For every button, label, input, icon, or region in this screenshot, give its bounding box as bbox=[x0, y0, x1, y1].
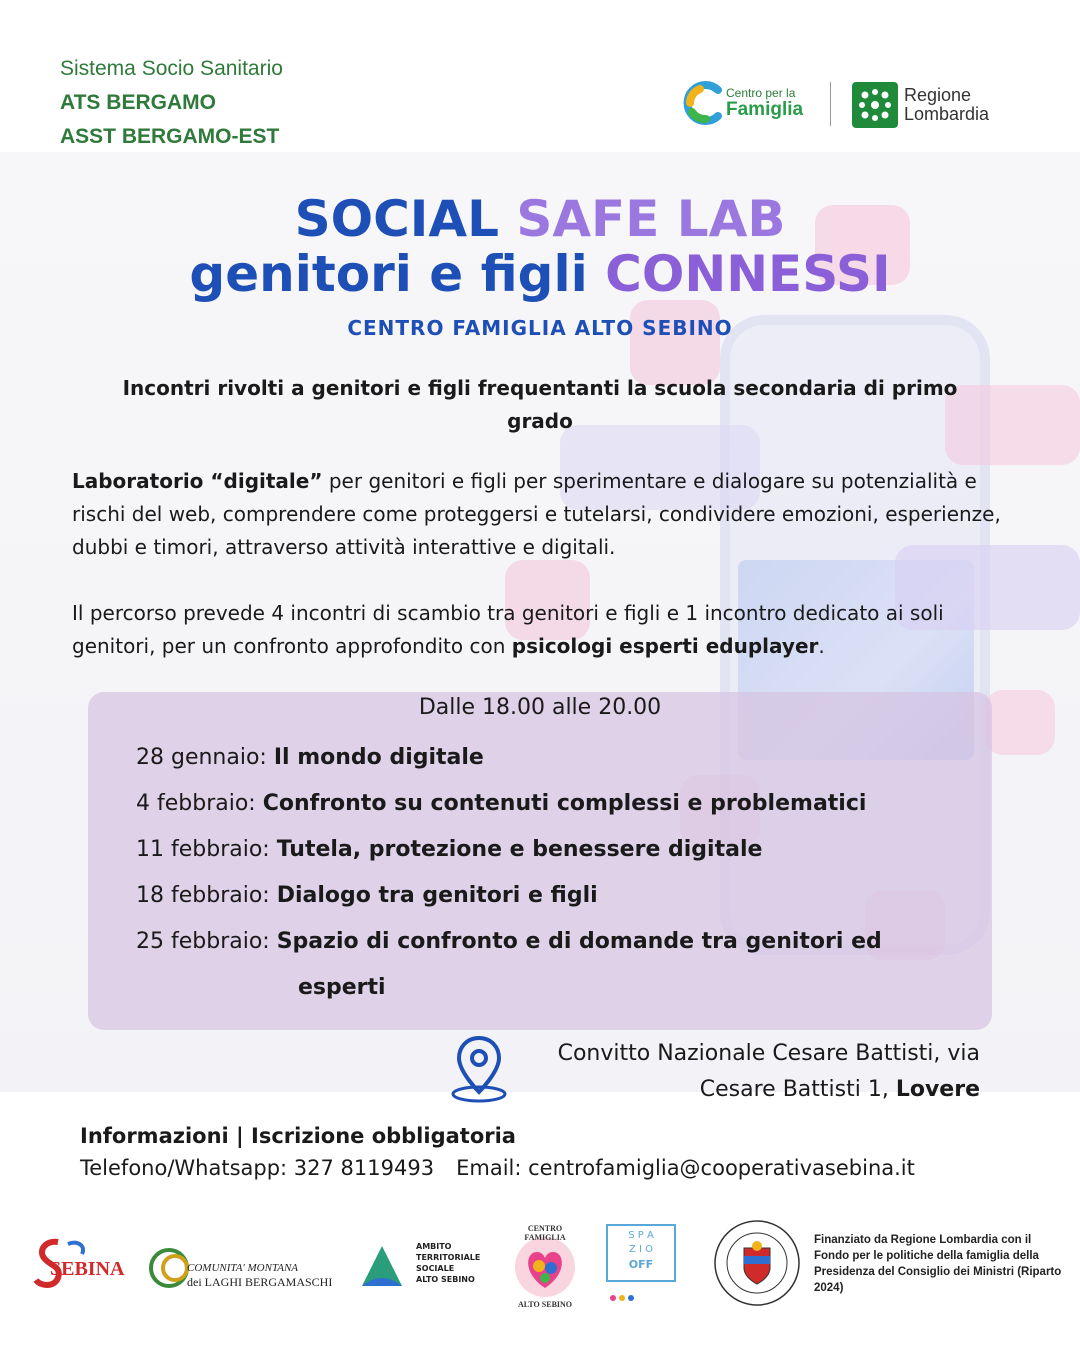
schedule-date: 4 febbraio: bbox=[136, 791, 263, 816]
paragraph-2-text: Il percorso prevede 4 incontri di scambio tra genitori e figli e 1 incontro dedicato ai soli genitori, per un confronto approfondito con bbox=[72, 601, 944, 658]
rosa-camuna-icon bbox=[852, 82, 898, 128]
sebina-logo-text: SEBINA bbox=[50, 1258, 125, 1280]
info-heading: Informazioni | Iscrizione obbligatoria bbox=[80, 1124, 516, 1148]
description-paragraph-1 bbox=[72, 465, 1032, 564]
location-pin-icon bbox=[450, 1034, 508, 1104]
schedule-item bbox=[136, 873, 956, 919]
address-city: Lovere bbox=[895, 1077, 980, 1102]
description-paragraph-2 bbox=[72, 597, 1032, 663]
title-part-social: SOCIAL bbox=[294, 190, 517, 248]
ambito-line-1: AMBITO bbox=[416, 1242, 452, 1251]
paragraph-1-bold: Laboratorio “digitale” bbox=[72, 469, 323, 493]
schedule-topic: Dialogo tra genitori e figli bbox=[276, 883, 598, 908]
schedule-date: 11 febbraio: bbox=[136, 837, 277, 862]
title-part-connessi: CONNESSI bbox=[605, 245, 891, 303]
paragraph-2-bold: psicologi esperti eduplayer bbox=[511, 634, 819, 658]
cf-logo-bottom-text: ALTO SEBINO bbox=[517, 1300, 573, 1309]
email-address[interactable]: Email: centrofamiglia@cooperativasebina.it bbox=[456, 1156, 915, 1180]
org-line-2: ATS BERGAMO bbox=[60, 91, 216, 114]
convitto-battisti-seal bbox=[712, 1216, 802, 1310]
spazio-dots bbox=[610, 1286, 634, 1305]
schedule-date: 28 gennaio: bbox=[136, 745, 274, 770]
logo-divider bbox=[830, 82, 831, 126]
schedule-item bbox=[136, 827, 956, 873]
centro-famiglia-alto-sebino-logo bbox=[503, 1222, 587, 1312]
centro-per-la-famiglia-logo bbox=[680, 78, 820, 130]
schedule-topic-continuation: esperti bbox=[298, 975, 386, 1000]
cpf-line-1: Centro per la bbox=[726, 86, 796, 100]
phone-number[interactable]: Telefono/Whatsapp: 327 8119493 bbox=[80, 1156, 435, 1180]
rl-line-2: Lombardia bbox=[904, 104, 990, 124]
dot-icon bbox=[628, 1295, 634, 1301]
main-title-line-1 bbox=[0, 190, 1080, 248]
cf-logo-top-text: CENTRO FAMIGLIA bbox=[524, 1224, 566, 1242]
schedule-time: Dalle 18.00 alle 20.00 bbox=[418, 695, 662, 720]
schedule-date: 25 febbraio: bbox=[136, 929, 277, 954]
comunita-line-2: dei LAGHI BERGAMASCHI bbox=[187, 1275, 333, 1289]
schedule-date: 18 febbraio: bbox=[136, 883, 277, 908]
ambito-line-4: ALTO SEBINO bbox=[416, 1275, 475, 1284]
spazio-line-1: S P A bbox=[628, 1230, 654, 1241]
dot-icon bbox=[610, 1295, 616, 1301]
address-street: Cesare Battisti 1, bbox=[699, 1077, 896, 1102]
dot-icon bbox=[619, 1295, 625, 1301]
subtitle: CENTRO FAMIGLIA ALTO SEBINO bbox=[347, 316, 733, 340]
ambito-line-2: TERRITORIALE bbox=[416, 1253, 481, 1262]
comunita-montana-logo bbox=[145, 1242, 340, 1298]
paragraph-2-end: . bbox=[818, 634, 825, 658]
title-part-genitori: genitori e figli bbox=[189, 245, 606, 303]
org-line-1: Sistema Socio Sanitario bbox=[60, 57, 283, 80]
org-line-3: ASST BERGAMO-EST bbox=[60, 125, 280, 148]
address-line-1: Convitto Nazionale Cesare Battisti, via bbox=[557, 1041, 980, 1066]
location-address bbox=[520, 1036, 980, 1108]
main-title-line-2 bbox=[0, 245, 1080, 303]
rl-line-1: Regione bbox=[904, 85, 972, 105]
address-line-2 bbox=[520, 1072, 980, 1108]
title-part-safe-lab: SAFE LAB bbox=[516, 190, 786, 248]
c-logo-icon bbox=[680, 78, 730, 128]
schedule-item bbox=[136, 781, 956, 827]
intro-text: Incontri rivolti a genitori e figli frequentanti la scuola secondaria di primo grado bbox=[122, 376, 958, 433]
schedule-item bbox=[136, 919, 956, 965]
regione-lombardia-logo bbox=[852, 82, 1022, 128]
ambito-line-3: SOCIALE bbox=[416, 1264, 455, 1273]
organization-header bbox=[60, 52, 283, 154]
contact-line bbox=[80, 1156, 937, 1180]
paragraph-1-text: per genitori e figli per sperimentare e dialogare su potenzialità e rischi del web, comprendere come proteggersi e tutelarsi, condividere emozioni, esperienze, dubbi e timori, attraverso attività interattive e digitali. bbox=[72, 469, 1001, 559]
schedule-topic: Il mondo digitale bbox=[273, 745, 484, 770]
chat-bubble-decoration bbox=[985, 690, 1055, 755]
schedule-topic: Confronto su contenuti complessi e problematici bbox=[262, 791, 867, 816]
schedule-box bbox=[88, 692, 992, 1030]
schedule-topic: Tutela, protezione e benessere digitale bbox=[276, 837, 763, 862]
sebina-logo bbox=[28, 1236, 128, 1296]
schedule-topic: Spazio di confronto e di domande tra genitori ed bbox=[276, 929, 882, 954]
spazio-line-2: Z I O bbox=[628, 1244, 654, 1255]
spazio-line-3: OFF bbox=[628, 1258, 654, 1271]
funding-note: Finanziato da Regione Lombardia con il Fondo per le politiche della famiglia della Presidenza del Consiglio dei Ministri (Riparto 2024) bbox=[814, 1234, 1062, 1294]
schedule-item bbox=[136, 735, 956, 781]
ambito-territoriale-logo bbox=[358, 1240, 488, 1296]
cpf-line-2: Famiglia bbox=[726, 99, 804, 120]
spazio-off-logo bbox=[604, 1224, 678, 1304]
comunita-line-1: COMUNITA' MONTANA bbox=[187, 1262, 299, 1274]
